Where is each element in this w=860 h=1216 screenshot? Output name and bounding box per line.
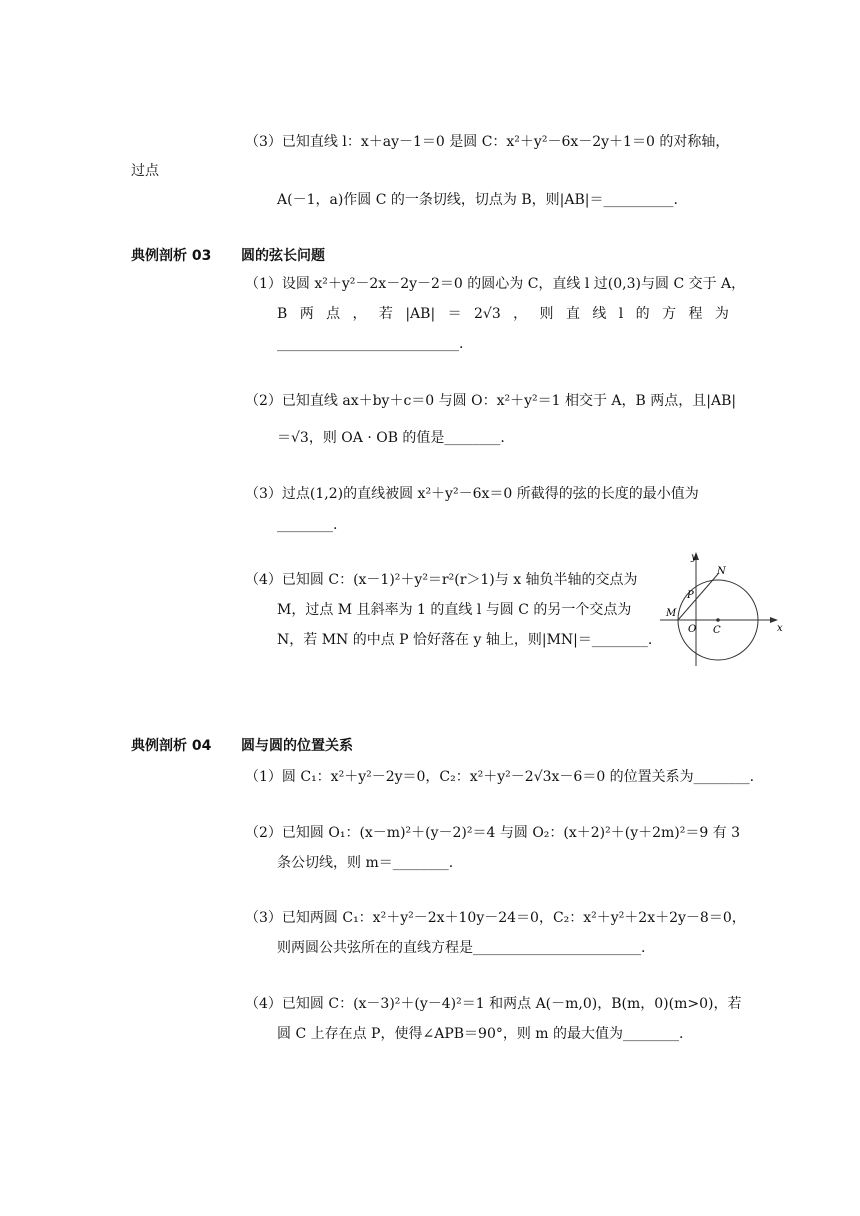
problem-3-line-1: （3）已知直线 l：x＋ay－1＝0 是圆 C：x²＋y²－6x－2y＋1＝0 的对称轴，	[245, 134, 730, 150]
s4-problem-4-line-2: 圆 C 上存在点 P，使得∠APB＝90°，则 m 的最大值为________.	[277, 1026, 684, 1042]
word: l	[618, 306, 624, 322]
problem-3-line-2: 过点	[131, 163, 159, 179]
s3-problem-4-line-1: （4）已知圆 C：(x－1)²＋y²＝r²(r＞1)与 x 轴负半轴的交点为	[245, 572, 638, 588]
word: 两	[299, 306, 314, 322]
label-x: x	[777, 623, 783, 634]
label-c: C	[713, 625, 721, 636]
word: 点	[326, 306, 341, 322]
s3-problem-4-line-2: M，过点 M 且斜率为 1 的直线 l 与圆 C 的另一个交点为	[277, 602, 632, 618]
label-n: N	[717, 566, 726, 577]
s4-problem-1: （1）圆 C₁：x²＋y²－2y＝0，C₂：x²＋y²－2√3x－6＝0 的位置关系为________.	[245, 769, 755, 785]
word: ＝	[447, 306, 462, 322]
label-m: M	[666, 608, 677, 619]
word: 为	[714, 306, 729, 322]
word: B	[277, 306, 288, 322]
section-04-title: 圆与圆的位置关系	[241, 738, 353, 754]
word: 线	[592, 306, 607, 322]
label-p: P	[687, 590, 694, 601]
word: 直	[565, 306, 580, 322]
section-04-label: 典例剖析 04	[131, 738, 212, 754]
s4-problem-3-line-1: （3）已知两圆 C₁：x²＋y²－2x＋10y－24＝0，C₂：x²＋y²＋2x＋2y－8＝0，	[245, 910, 746, 926]
s3-problem-3-line-1: （3）过点(1,2)的直线被圆 x²＋y²－6x＝0 所截得的弦的长度的最小值为	[245, 486, 699, 502]
word: 若	[378, 306, 393, 322]
section-03-title: 圆的弦长问题	[241, 248, 325, 264]
s3-problem-1-line-1: （1）设圆 x²＋y²－2x－2y－2＝0 的圆心为 C，直线 l 过(0,3)与圆 C 交于 A，	[245, 276, 746, 292]
s3-problem-1-line-3: __________________________.	[277, 336, 464, 352]
s4-problem-2-line-2: 条公切线，则 m＝________.	[277, 855, 454, 871]
label-o: O	[688, 624, 697, 635]
s3-problem-2-line-2: ＝√3，则 OA · OB 的值是________.	[277, 430, 505, 446]
word: |AB|	[405, 306, 436, 322]
word: 程	[688, 306, 703, 322]
s3-problem-4-line-3: N，若 MN 的中点 P 恰好落在 y 轴上，则|MN|＝________.	[277, 632, 653, 648]
s3-problem-1-line-2	[277, 304, 729, 324]
label-y: y	[691, 552, 697, 563]
word: 则	[539, 306, 554, 322]
section-03-label: 典例剖析 03	[131, 248, 212, 264]
word: ，	[513, 306, 528, 322]
problem-3-line-3: A(－1，a)作圆 C 的一条切线，切点为 B，则|AB|＝__________.	[277, 192, 678, 208]
s4-problem-3-line-2: 则两圆公共弦所在的直线方程是________________________.	[277, 940, 646, 956]
word: 方	[662, 306, 677, 322]
s3-problem-3-line-2: ________.	[277, 517, 338, 533]
s4-problem-4-line-1: （4）已知圆 C：(x－3)²＋(y－4)²＝1 和两点 A(－m,0)，B(m，0)(m>0)，若	[245, 996, 742, 1012]
word: 2√3	[473, 306, 501, 322]
word: 的	[635, 306, 650, 322]
line-mn	[678, 574, 718, 620]
s3-problem-2-line-1: （2）已知直线 ax＋by＋c＝0 与圆 O：x²＋y²＝1 相交于 A，B 两点，且|AB|	[245, 393, 737, 409]
center-point	[716, 618, 720, 622]
word: ，	[352, 306, 367, 322]
circle-figure	[650, 550, 790, 674]
s4-problem-2-line-1: （2）已知圆 O₁：(x－m)²＋(y－2)²＝4 与圆 O₂：(x＋2)²＋(y＋2m)²＝9 有 3	[245, 825, 741, 841]
